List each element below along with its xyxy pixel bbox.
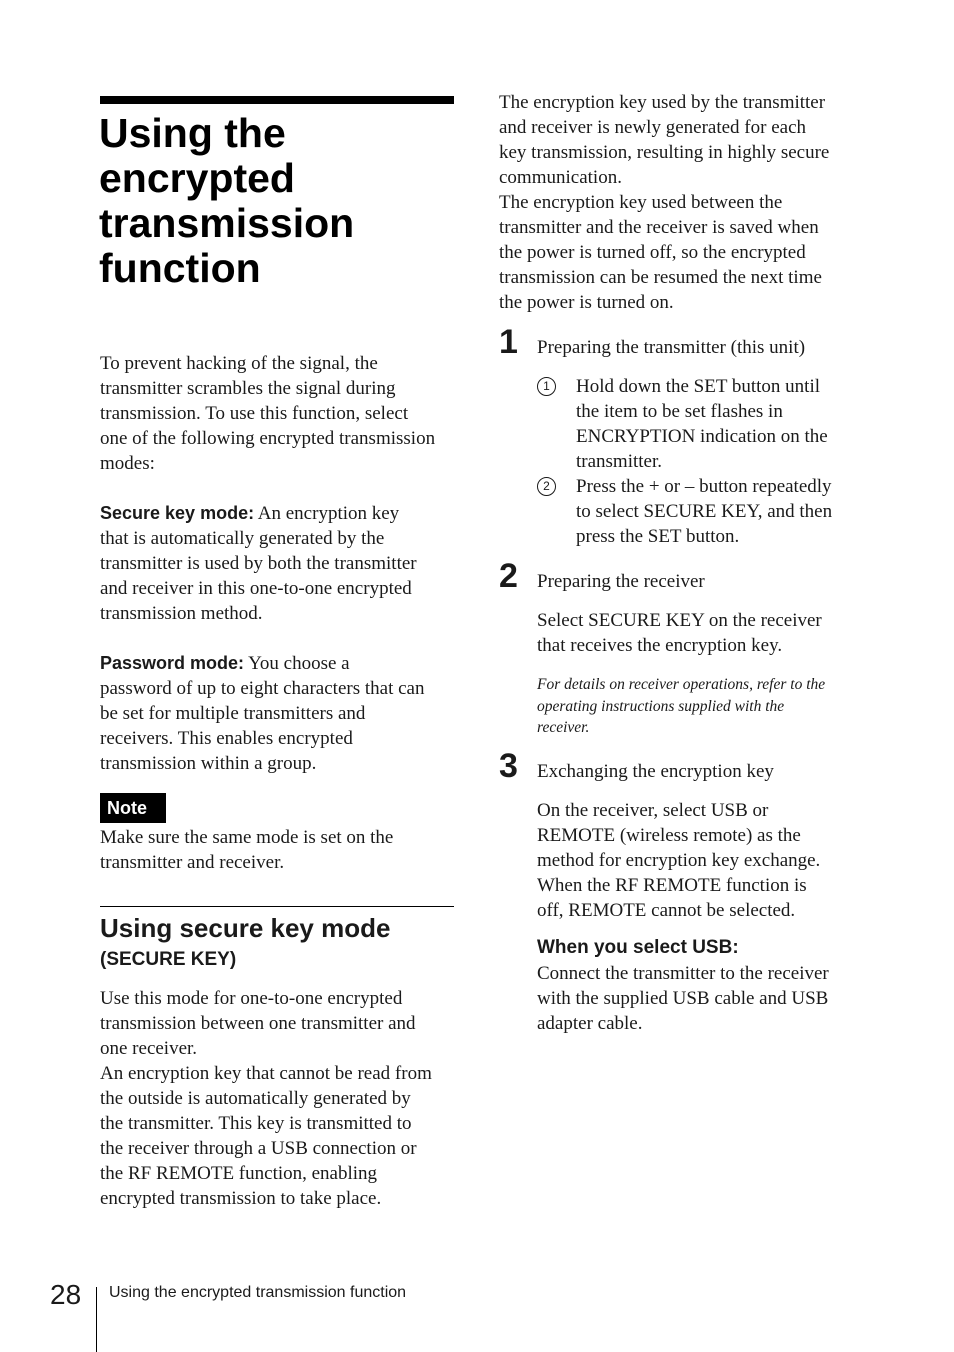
text-line: Make sure the same mode is set on the <box>100 827 394 848</box>
right-intro-paragraph <box>499 90 855 315</box>
text-line: one receiver. <box>100 1038 198 1059</box>
text-line: To prevent hacking of the signal, the <box>100 353 378 374</box>
text-line: When the RF REMOTE function is <box>537 875 807 896</box>
usb-heading: When you select USB: <box>537 937 739 958</box>
section-subheading: (SECURE KEY) <box>100 949 237 970</box>
title-line: Using the <box>99 110 286 156</box>
title-line: transmission <box>99 200 355 246</box>
text-line: to select SECURE KEY, and then <box>576 501 833 522</box>
text-line: transmission. To use this function, select <box>100 403 409 424</box>
step-title: Preparing the transmitter (this unit) <box>537 337 806 358</box>
title-line: encrypted <box>99 155 295 201</box>
text-line: and receiver in this one-to-one encrypted <box>100 578 412 599</box>
text-line: REMOTE (wireless remote) as the <box>537 825 801 846</box>
text-line: transmission method. <box>100 603 263 624</box>
text-line: one of the following encrypted transmission <box>100 428 436 449</box>
step-body <box>537 608 857 658</box>
text-line: encrypted transmission to take place. <box>100 1188 382 1209</box>
text-line: An encryption key <box>254 503 400 524</box>
text-line: ENCRYPTION indication on the <box>576 426 828 447</box>
text-line: modes: <box>100 453 155 474</box>
title-rule <box>100 96 454 104</box>
text-line: transmission between one transmitter and <box>100 1013 416 1034</box>
circled-number-icon: 2 <box>537 477 556 496</box>
text-line: Press the + or – button repeatedly <box>576 476 832 497</box>
text-line: transmitter is used by both the transmitter <box>100 553 417 574</box>
text-line: the RF REMOTE function, enabling <box>100 1163 378 1184</box>
text-line: key transmission, resulting in highly secure <box>499 142 830 163</box>
usb-body <box>537 961 857 1036</box>
text-line: Use this mode for one-to-one encrypted <box>100 988 403 1009</box>
text-line: The encryption key used by the transmitter <box>499 92 826 113</box>
section-rule <box>100 906 454 907</box>
page-number: 28 <box>50 1279 82 1310</box>
footer-section-title: Using the encrypted transmission function <box>109 1284 407 1301</box>
text-line: press the SET button. <box>576 526 740 547</box>
text-line: the power is turned off, so the encrypted <box>499 242 806 263</box>
text-line: that is automatically generated by the <box>100 528 385 549</box>
text-line: Hold down the SET button until <box>576 376 821 397</box>
text-line: transmitter scrambles the signal during <box>100 378 396 399</box>
step-number: 3 <box>499 747 518 785</box>
text-line: transmitter and the receiver is saved when <box>499 217 819 238</box>
text-line: with the supplied USB cable and USB <box>537 988 829 1009</box>
text-line: the power is turned on. <box>499 292 674 313</box>
text-line: the receiver through a USB connection or <box>100 1138 417 1159</box>
page-title <box>99 111 459 291</box>
title-line: function <box>99 245 261 291</box>
step-title: Preparing the receiver <box>537 571 705 592</box>
text-line: transmission within a group. <box>100 753 317 774</box>
text-line: adapter cable. <box>537 1013 643 1034</box>
text-line: the transmitter. This key is transmitted to <box>100 1113 412 1134</box>
text-line: For details on receiver operations, refer to the <box>537 676 826 693</box>
secure-key-mode-label: Secure key mode: <box>100 503 255 523</box>
text-line: The encryption key used between the <box>499 192 783 213</box>
text-line: receivers. This enables encrypted <box>100 728 353 749</box>
text-line: the outside is automatically generated by <box>100 1088 411 1109</box>
text-line: An encryption key that cannot be read from <box>100 1063 432 1084</box>
substep-text <box>576 374 856 474</box>
text-line: communication. <box>499 167 622 188</box>
footer-divider <box>96 1287 97 1352</box>
text-line: Select SECURE KEY on the receiver <box>537 610 822 631</box>
text-line: transmission can be resumed the next time <box>499 267 822 288</box>
text-line: the item to be set flashes in <box>576 401 783 422</box>
password-mode-label: Password mode: <box>100 653 245 673</box>
text-line: password of up to eight characters that can <box>100 678 425 699</box>
note-text <box>100 825 456 875</box>
step-body <box>537 798 857 923</box>
secure-key-mode-paragraph <box>100 501 456 626</box>
text-line: operating instructions supplied with the <box>537 697 785 715</box>
text-line: transmitter and receiver. <box>100 852 285 873</box>
substep-text <box>576 474 856 549</box>
text-line: be set for multiple transmitters and <box>100 703 366 724</box>
text-line: transmitter. <box>576 451 663 472</box>
text-line: method for encryption key exchange. <box>537 850 821 871</box>
text-line: You choose a <box>244 653 350 674</box>
text-line: off, REMOTE cannot be selected. <box>537 900 796 921</box>
password-mode-paragraph <box>100 651 456 776</box>
section-heading: Using secure key mode <box>100 913 391 943</box>
text-line: Connect the transmitter to the receiver <box>537 963 829 984</box>
step-number: 1 <box>499 323 518 361</box>
text-line: On the receiver, select USB or <box>537 800 769 821</box>
intro-paragraph <box>100 351 456 476</box>
step-title: Exchanging the encryption key <box>537 761 774 782</box>
text-line: that receives the encryption key. <box>537 635 783 656</box>
circled-number-icon: 1 <box>537 377 556 396</box>
step-number: 2 <box>499 557 518 595</box>
text-line: and receiver is newly generated for each <box>499 117 806 138</box>
section-body <box>100 986 456 1211</box>
text-line: receiver. <box>537 719 590 736</box>
receiver-note <box>537 674 857 739</box>
note-badge: Note <box>100 793 166 823</box>
